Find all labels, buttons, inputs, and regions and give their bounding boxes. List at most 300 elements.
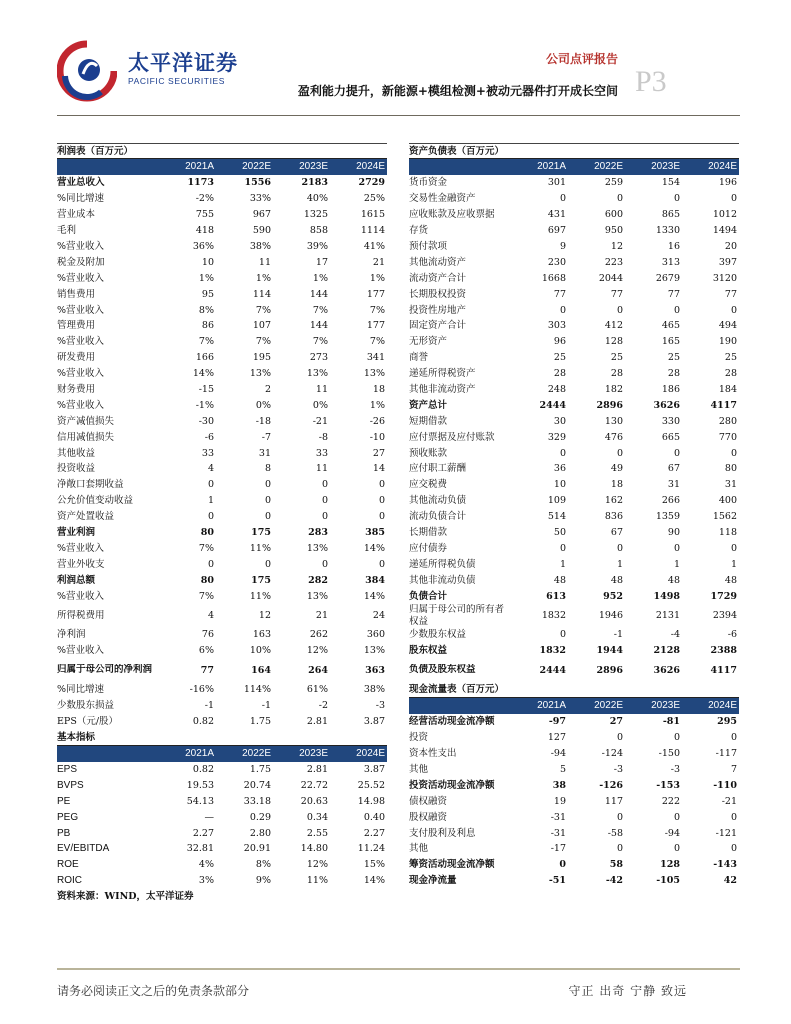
value-cell: 514 [547, 511, 566, 523]
table-row [57, 207, 387, 223]
value-cell: 248 [547, 384, 566, 396]
value-cell: -31 [550, 827, 566, 839]
header-label-cell [57, 746, 159, 762]
value-cell: 7% [198, 590, 214, 602]
row-label: 资产总计 [409, 399, 448, 411]
footer-divider [57, 968, 740, 970]
table-row [57, 698, 387, 714]
value-cell: 0 [673, 542, 680, 554]
value-cell: 77 [610, 288, 623, 300]
row-label: %营业收入 [57, 645, 105, 657]
value-cell: 12 [258, 610, 271, 622]
value-cell: 1012 [712, 209, 737, 221]
value-cell: 19.53 [186, 779, 214, 791]
value-cell: -26 [369, 415, 385, 427]
value-cell: 1% [198, 272, 214, 284]
table-row [57, 477, 387, 493]
value-cell: 0.40 [363, 811, 385, 823]
row-label: 资产减值损失 [57, 415, 115, 427]
value-cell: 15% [363, 859, 385, 871]
value-cell: 25 [610, 352, 623, 364]
value-cell: 273 [309, 352, 328, 364]
table-row [57, 445, 387, 461]
year-header: 2022E [594, 161, 623, 172]
value-cell: 0 [730, 811, 737, 823]
row-label: 交易性金融资产 [409, 193, 476, 205]
row-label: 销售费用 [57, 288, 96, 300]
row-label: 归属于母公司的所有者权益 [409, 603, 505, 627]
value-cell: 295 [717, 716, 737, 728]
value-cell: 196 [718, 177, 737, 189]
value-cell: -31 [550, 811, 566, 823]
row-label: %营业收入 [57, 272, 105, 284]
value-cell: 341 [366, 352, 385, 364]
row-label: 股权融资 [409, 811, 448, 823]
table-row [57, 461, 387, 477]
value-cell: -94 [664, 827, 680, 839]
table-row [409, 714, 739, 730]
value-cell: 967 [252, 209, 271, 221]
value-cell: 25 [667, 352, 680, 364]
table-row [409, 302, 739, 318]
value-cell: 282 [308, 574, 328, 586]
value-cell: 86 [201, 320, 214, 332]
value-cell: 13% [306, 590, 328, 602]
row-label: 经营活动现金流净额 [409, 716, 495, 728]
value-cell: 0 [321, 558, 328, 570]
value-cell: 77 [724, 288, 737, 300]
value-cell: 21 [372, 256, 385, 268]
right-column [409, 143, 739, 889]
value-cell: 1359 [655, 511, 680, 523]
table-row [409, 207, 739, 223]
value-cell: 61% [306, 684, 328, 696]
value-cell: 25% [363, 193, 385, 205]
table-row [57, 175, 387, 191]
row-label: 股东权益 [409, 645, 448, 657]
row-label: %营业收入 [57, 368, 105, 380]
table-row [409, 191, 739, 207]
value-cell: 18 [610, 479, 623, 491]
row-label: %同比增速 [57, 684, 105, 696]
balance-sheet-title: 资产负债表（百万元） [409, 143, 739, 159]
value-cell: 7% [198, 336, 214, 348]
value-cell: -105 [656, 875, 680, 887]
row-label: 递延所得税负债 [409, 558, 476, 570]
value-cell: 0 [559, 193, 566, 205]
value-cell: 0 [616, 304, 623, 316]
value-cell: 1 [616, 558, 623, 570]
value-cell: 144 [309, 320, 328, 332]
value-cell: 2.55 [306, 827, 328, 839]
value-cell: 0 [730, 542, 737, 554]
value-cell: 1562 [712, 511, 737, 523]
value-cell: 162 [604, 495, 623, 507]
value-cell: 48 [724, 574, 737, 586]
value-cell: 39% [306, 241, 328, 252]
row-label: 应收账款及应收票据 [409, 209, 495, 221]
row-label: 税金及附加 [57, 256, 105, 268]
value-cell: -126 [599, 779, 623, 791]
table-row [57, 254, 387, 270]
value-cell: -17 [550, 843, 566, 855]
row-label: 其他 [409, 763, 429, 775]
value-cell: 4% [198, 859, 214, 871]
value-cell: 1173 [187, 177, 214, 189]
value-cell: 0 [207, 511, 214, 523]
logo-chinese-name: 太平洋证券 [128, 51, 238, 75]
value-cell: 4 [207, 463, 214, 475]
row-label: 应付职工薪酬 [409, 463, 467, 475]
row-label: 无形资产 [409, 336, 448, 348]
value-cell: 163 [252, 629, 271, 641]
value-cell: 114 [252, 288, 271, 300]
value-cell: 280 [718, 415, 737, 427]
value-cell: -6 [727, 629, 737, 641]
value-cell: 264 [308, 664, 328, 676]
value-cell: 164 [251, 664, 271, 676]
row-label: 利润总额 [57, 574, 96, 586]
value-cell: 77 [553, 288, 566, 300]
value-cell: 465 [661, 320, 680, 332]
value-cell: 13% [363, 645, 385, 657]
value-cell: 3% [198, 875, 214, 887]
year-header: 2024E [708, 161, 737, 172]
table-row [57, 857, 387, 873]
table-row [409, 730, 739, 746]
table-row [57, 191, 387, 207]
value-cell: 19 [553, 795, 566, 807]
cashflow-title: 现金流量表（百万元） [409, 682, 739, 698]
value-cell: -51 [548, 875, 566, 887]
row-label: 信用减值损失 [57, 431, 115, 443]
year-header: 2023E [651, 161, 680, 172]
value-cell: -4 [670, 629, 680, 641]
year-header: 2024E [356, 747, 385, 759]
value-cell: 0 [321, 495, 328, 507]
row-label: %营业收入 [57, 542, 105, 554]
value-cell: 182 [604, 384, 623, 396]
value-cell: 0 [616, 447, 623, 459]
value-cell: 1114 [360, 225, 385, 237]
value-cell: 1.75 [249, 763, 271, 775]
row-label: 预付款项 [409, 241, 448, 252]
row-label: 存货 [409, 225, 429, 237]
value-cell: 836 [604, 511, 623, 523]
value-cell: 95 [201, 288, 214, 300]
value-cell: 385 [365, 527, 385, 539]
table-row [57, 429, 387, 445]
value-cell: 412 [604, 320, 623, 332]
row-label: 少数股东损益 [57, 700, 115, 712]
value-cell: 7% [369, 304, 385, 316]
table-row [409, 223, 739, 239]
value-cell: 10 [553, 479, 566, 491]
value-cell: -2% [195, 193, 214, 205]
value-cell: 1.75 [249, 716, 271, 728]
table-row [57, 382, 387, 398]
value-cell: 2.81 [306, 716, 328, 728]
value-cell: 3626 [653, 664, 680, 676]
table-row [409, 809, 739, 825]
value-cell: 127 [547, 732, 566, 744]
table-row [57, 793, 387, 809]
value-cell: 14% [363, 590, 385, 602]
page-number: P3 [635, 65, 667, 98]
row-label: 少数股东权益 [409, 629, 467, 641]
value-cell: -6 [204, 431, 214, 443]
value-cell: -117 [715, 748, 737, 760]
value-cell: 11.24 [357, 843, 385, 855]
value-cell: 14 [372, 463, 385, 475]
table-row [409, 873, 739, 889]
value-cell: 0 [673, 811, 680, 823]
table-row [409, 746, 739, 762]
value-cell: 2444 [539, 664, 566, 676]
value-cell: 0 [730, 193, 737, 205]
value-cell: 590 [252, 225, 271, 237]
row-label: 其他收益 [57, 447, 96, 459]
table-row [409, 793, 739, 809]
table-row [409, 857, 739, 873]
row-label: 营业利润 [57, 527, 96, 539]
table-row [57, 525, 387, 541]
table-row [57, 540, 387, 556]
value-cell: 2679 [655, 272, 680, 284]
value-cell: -58 [607, 827, 623, 839]
value-cell: 54.13 [186, 795, 214, 807]
table-row [57, 825, 387, 841]
value-cell: 2.80 [249, 827, 271, 839]
value-cell: -10 [369, 431, 385, 443]
table-row [409, 762, 739, 778]
value-cell: 20.74 [243, 779, 271, 791]
table-row [409, 627, 739, 643]
value-cell: 11% [306, 875, 328, 887]
value-cell: 67 [667, 463, 680, 475]
value-cell: 7% [255, 304, 271, 316]
row-label: 短期借款 [409, 415, 448, 427]
table-row [409, 270, 739, 286]
row-label: 流动负债合计 [409, 511, 467, 523]
table-row [409, 254, 739, 270]
table-row [409, 429, 739, 445]
table-row [409, 350, 739, 366]
row-label: 应付债券 [409, 542, 448, 554]
row-label: 净利润 [57, 629, 86, 641]
value-cell: 329 [547, 431, 566, 443]
value-cell: 77 [667, 288, 680, 300]
value-cell: 0.34 [306, 811, 328, 823]
value-cell: 0 [673, 304, 680, 316]
value-cell: 184 [718, 384, 737, 396]
value-cell: 10 [201, 256, 214, 268]
value-cell: 13% [306, 542, 328, 554]
value-cell: -30 [198, 415, 214, 427]
value-cell: 0 [559, 542, 566, 554]
value-cell: 2896 [596, 664, 623, 676]
row-label: 财务费用 [57, 384, 96, 396]
row-label: 递延所得税资产 [409, 368, 476, 380]
value-cell: 0 [378, 558, 385, 570]
value-cell: 2729 [358, 177, 385, 189]
row-label: BVPS [57, 779, 84, 791]
value-cell: -3 [613, 763, 623, 775]
value-cell: 12% [306, 859, 328, 871]
value-cell: 16 [667, 241, 680, 252]
value-cell: 117 [604, 795, 623, 807]
value-cell: 25 [724, 352, 737, 364]
table-row [57, 493, 387, 509]
table-row [57, 714, 387, 730]
value-cell: 259 [604, 177, 623, 189]
value-cell: 17 [315, 256, 328, 268]
table-row [57, 397, 387, 413]
row-label: 其他非流动资产 [409, 384, 476, 396]
year-header: 2021A [537, 699, 566, 711]
value-cell: 865 [661, 209, 680, 221]
table-row [57, 318, 387, 334]
value-cell: 42 [723, 875, 737, 887]
value-cell: 11 [315, 384, 328, 396]
value-cell: -15 [198, 384, 214, 396]
value-cell: 33.18 [243, 795, 271, 807]
value-cell: -1 [204, 700, 214, 712]
value-cell: 8% [198, 304, 214, 316]
value-cell: -42 [605, 875, 623, 887]
row-label: %营业收入 [57, 336, 105, 348]
table-row [409, 604, 739, 627]
value-cell: 0 [559, 447, 566, 459]
value-cell: 166 [195, 352, 214, 364]
value-cell: 2394 [712, 610, 737, 622]
value-cell: -3 [670, 763, 680, 775]
value-cell: 5 [559, 763, 566, 775]
table-row [409, 445, 739, 461]
row-label: %营业收入 [57, 304, 105, 316]
year-header: 2022E [242, 161, 271, 172]
value-cell: 28 [610, 368, 623, 380]
value-cell: 12% [306, 645, 328, 657]
value-cell: 7% [312, 336, 328, 348]
row-label: 债权融资 [409, 795, 448, 807]
table-row [57, 509, 387, 525]
value-cell: 952 [603, 590, 623, 602]
value-cell: 0 [207, 479, 214, 491]
value-cell: 9 [559, 241, 566, 252]
row-label: 营业外收支 [57, 558, 105, 570]
value-cell: 4117 [710, 664, 737, 676]
row-label: 营业总收入 [57, 177, 105, 189]
table-row [409, 588, 739, 604]
year-header: 2021A [185, 747, 214, 759]
value-cell: 0 [616, 193, 623, 205]
value-cell: 0 [673, 843, 680, 855]
value-cell: 28 [667, 368, 680, 380]
value-cell: 0 [730, 304, 737, 316]
report-type: 公司点评报告 [545, 52, 618, 66]
table-row [57, 604, 387, 627]
table-row [409, 286, 739, 302]
company-motto: 守正 出奇 宁静 致远 [568, 984, 687, 998]
value-cell: 1944 [596, 645, 623, 657]
table-row [57, 366, 387, 382]
value-cell: 13% [363, 368, 385, 380]
table-row [409, 477, 739, 493]
value-cell: 0% [255, 399, 271, 411]
value-cell: -150 [658, 748, 680, 760]
row-label: 公允价值变动收益 [57, 495, 134, 507]
value-cell: 8 [264, 463, 271, 475]
table-row [57, 873, 387, 889]
value-cell: 476 [604, 431, 623, 443]
value-cell: 858 [309, 225, 328, 237]
value-cell: 144 [309, 288, 328, 300]
value-cell: 3.87 [363, 716, 385, 728]
indicators-header-row [57, 746, 387, 762]
value-cell: 1832 [539, 645, 566, 657]
value-cell: 14.98 [357, 795, 385, 807]
table-row [57, 659, 387, 682]
value-cell: 0 [207, 558, 214, 570]
value-cell: 3.87 [363, 763, 385, 775]
value-cell: -143 [713, 859, 737, 871]
cashflow-header-row [409, 698, 739, 714]
value-cell: -153 [656, 779, 680, 791]
value-cell: 3626 [653, 399, 680, 411]
value-cell: 20.63 [300, 795, 328, 807]
value-cell: 109 [547, 495, 566, 507]
row-label: 支付股利及利息 [409, 827, 476, 839]
value-cell: 11% [249, 590, 271, 602]
table-row [409, 556, 739, 572]
table-row [57, 588, 387, 604]
value-cell: 31 [724, 479, 737, 491]
table-row [409, 525, 739, 541]
row-label: 货币资金 [409, 177, 448, 189]
year-header: 2023E [299, 161, 328, 172]
table-row [57, 223, 387, 239]
table-row [409, 572, 739, 588]
value-cell: 177 [366, 320, 385, 332]
indicators-table [57, 762, 387, 889]
value-cell: 0 [673, 193, 680, 205]
value-cell: 1832 [541, 610, 566, 622]
year-header: 2023E [651, 699, 680, 711]
row-label: 资产处置收益 [57, 511, 115, 523]
value-cell: 7 [730, 763, 737, 775]
value-cell: 30 [553, 415, 566, 427]
table-row [409, 318, 739, 334]
value-cell: 7% [312, 304, 328, 316]
value-cell: 2.27 [192, 827, 214, 839]
value-cell: 22.72 [300, 779, 328, 791]
row-label: 应付票据及应付账款 [409, 431, 495, 443]
value-cell: 494 [718, 320, 737, 332]
table-row [409, 334, 739, 350]
value-cell: 301 [547, 177, 566, 189]
row-label: PE [57, 795, 71, 807]
table-row [409, 643, 739, 659]
value-cell: 6% [198, 645, 214, 657]
value-cell: 0 [730, 843, 737, 855]
table-row [57, 809, 387, 825]
row-label: 其他流动负债 [409, 495, 467, 507]
value-cell: 33 [201, 447, 214, 459]
value-cell: 0 [378, 495, 385, 507]
value-cell: 49 [610, 463, 623, 475]
row-label: ROE [57, 859, 79, 871]
